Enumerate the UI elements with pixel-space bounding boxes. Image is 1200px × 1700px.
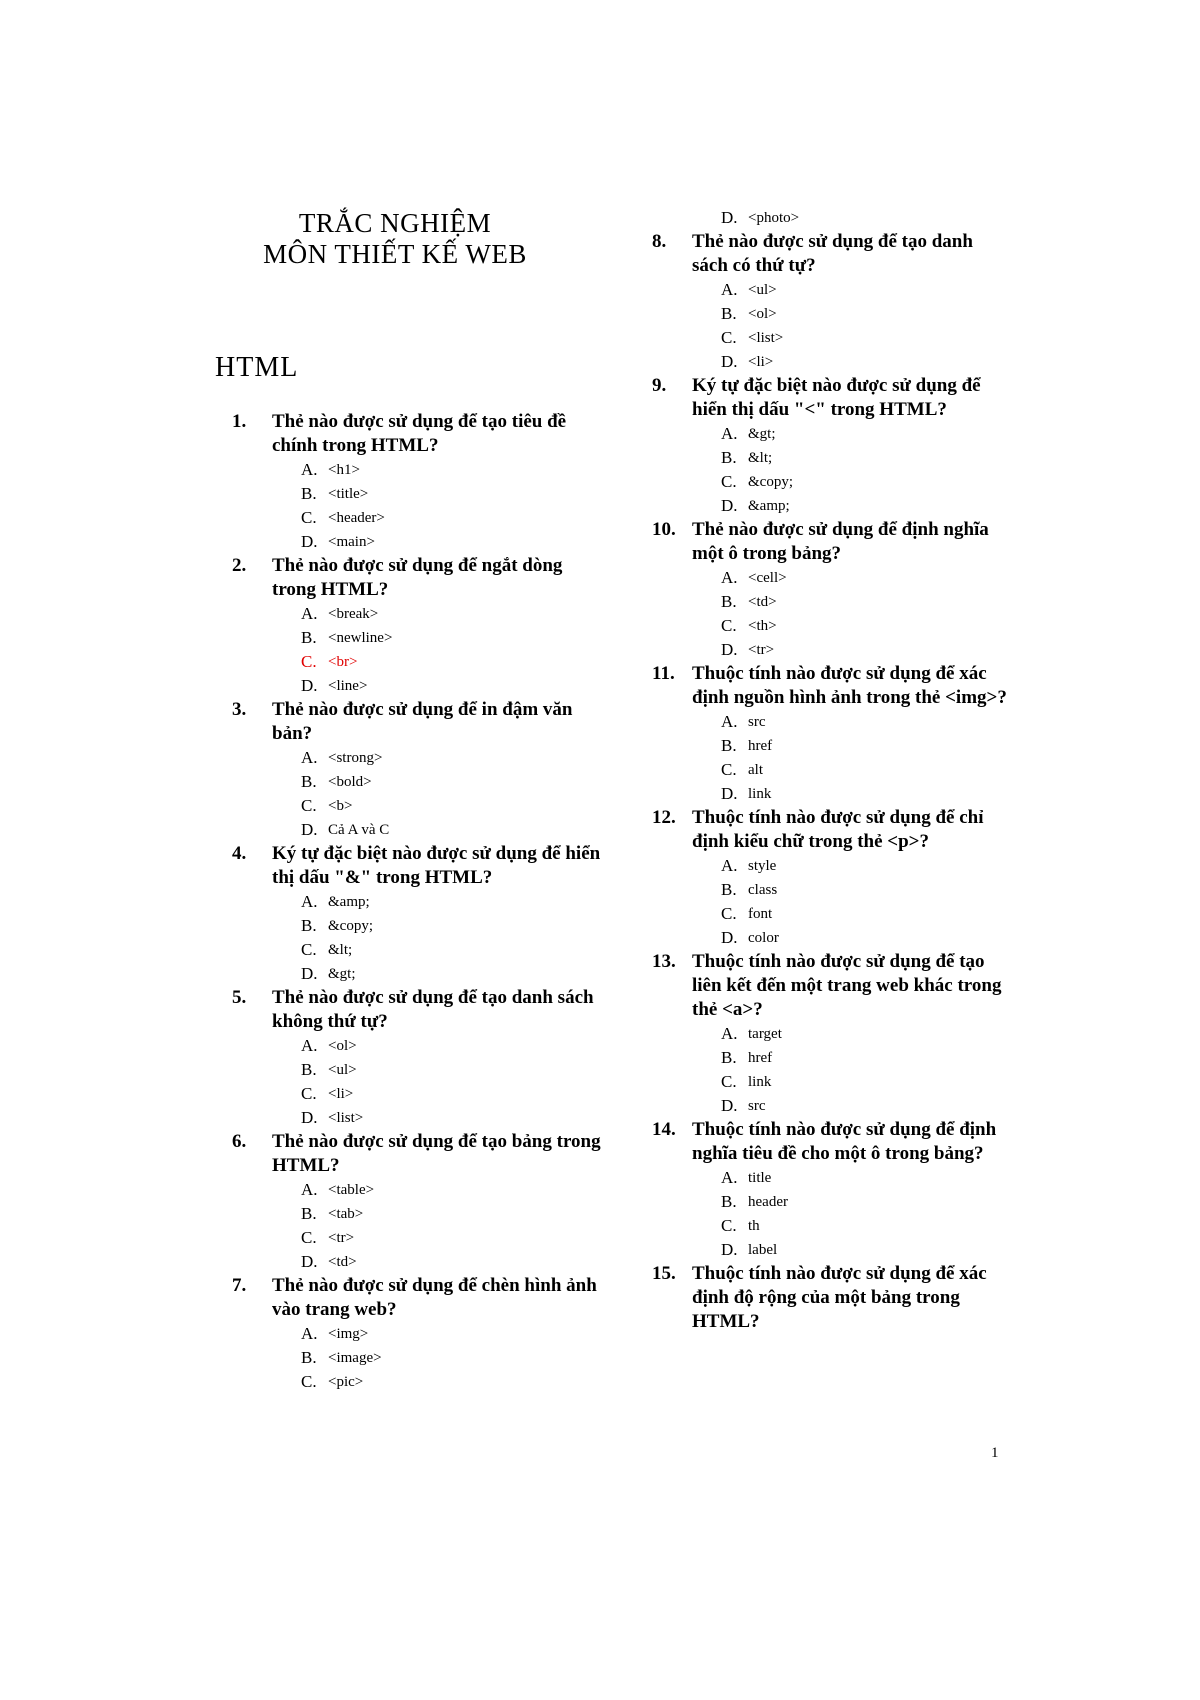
option-c[interactable]: C. th: [721, 1216, 760, 1235]
question-text: Thuộc tính nào được sử dụng để tạo liên kết đến một trang web khác trong thẻ <a>?: [692, 951, 1002, 1020]
option-d[interactable]: D. <td>: [301, 1252, 357, 1271]
question-number: 7.: [232, 1275, 247, 1296]
question-15: [652, 1262, 1012, 1334]
question-number: 10.: [652, 519, 676, 540]
question-text: Thẻ nào được sử dụng để định nghĩa một ô trong bảng?: [692, 519, 989, 564]
question-10: [652, 518, 1012, 662]
question-number: 4.: [232, 843, 247, 864]
option-b[interactable]: B. <tab>: [301, 1204, 364, 1223]
question-14: [652, 1118, 1012, 1262]
question-number: 14.: [652, 1119, 676, 1140]
option-c[interactable]: C. <tr>: [301, 1228, 355, 1247]
question-number: 11.: [652, 663, 675, 684]
option-d[interactable]: D. Cả A và C: [301, 820, 390, 839]
left-column: [232, 410, 602, 1394]
option-b[interactable]: B. &lt;: [721, 448, 773, 467]
right-column: [652, 206, 1012, 1334]
question-11: [652, 662, 1012, 806]
option-b[interactable]: B. <ol>: [721, 304, 777, 323]
question-number: 15.: [652, 1263, 676, 1284]
option-c[interactable]: C. <th>: [721, 616, 777, 635]
page-title: [205, 208, 585, 270]
question-2: [232, 554, 602, 698]
question-6: [232, 1130, 602, 1274]
option-b[interactable]: B. <td>: [721, 592, 777, 611]
option-c[interactable]: C. <header>: [301, 508, 385, 527]
option-d[interactable]: D. color: [721, 928, 779, 947]
question-number: 13.: [652, 951, 676, 972]
option-d-continued[interactable]: D. <photo>: [721, 208, 800, 227]
question-12: [652, 806, 1012, 950]
question-text: Ký tự đặc biệt nào được sử dụng để hiển thị dấu "&" trong HTML?: [272, 843, 601, 888]
option-b[interactable]: B. href: [721, 736, 773, 755]
option-d[interactable]: D. &gt;: [301, 964, 356, 983]
question-7: [232, 1274, 602, 1394]
question-text: Thẻ nào được sử dụng để chèn hình ảnh vào trang web?: [272, 1275, 597, 1320]
option-a[interactable]: A. <cell>: [721, 568, 787, 587]
option-a[interactable]: A. &gt;: [721, 424, 776, 443]
question-text: Thuộc tính nào được sử dụng để xác định độ rộng của một bảng trong HTML?: [692, 1263, 987, 1332]
option-c[interactable]: C. <list>: [721, 328, 784, 347]
option-a[interactable]: A. <h1>: [301, 460, 360, 479]
question-text: Thuộc tính nào được sử dụng để xác định nguồn hình ảnh trong thẻ <img>?: [692, 663, 1007, 708]
option-c[interactable]: C. <b>: [301, 796, 353, 815]
question-number: 3.: [232, 699, 247, 720]
question-4: [232, 842, 602, 986]
option-b[interactable]: B. <newline>: [301, 628, 393, 647]
option-b[interactable]: B. <image>: [301, 1348, 382, 1367]
option-d[interactable]: D. link: [721, 784, 772, 803]
option-c[interactable]: C. link: [721, 1072, 772, 1091]
option-d[interactable]: D. <line>: [301, 676, 368, 695]
option-a[interactable]: A. src: [721, 712, 766, 731]
question-8: [652, 230, 1012, 374]
option-d[interactable]: D. <list>: [301, 1108, 364, 1127]
option-a[interactable]: A. <table>: [301, 1180, 375, 1199]
option-d[interactable]: D. <main>: [301, 532, 375, 551]
option-d[interactable]: D. <li>: [721, 352, 774, 371]
question-text: Thuộc tính nào được sử dụng để định nghĩa tiêu đề cho một ô trong bảng?: [692, 1119, 997, 1164]
option-a[interactable]: A. target: [721, 1024, 782, 1043]
title-line-1: TRẮC NGHIỆM: [298, 208, 492, 238]
question-text: Thẻ nào được sử dụng để tạo danh sách có thứ tự?: [692, 231, 973, 276]
option-d[interactable]: D. src: [721, 1096, 766, 1115]
question-text: Thẻ nào được sử dụng để ngắt dòng trong HTML?: [272, 555, 563, 600]
question-number: 6.: [232, 1131, 247, 1152]
option-a[interactable]: A. &amp;: [301, 892, 370, 911]
question-number: 2.: [232, 555, 247, 576]
question-text: Ký tự đặc biệt nào được sử dụng để hiển thị dấu "<" trong HTML?: [692, 375, 981, 420]
option-b[interactable]: B. <title>: [301, 484, 369, 503]
question-text: Thẻ nào được sử dụng để tạo danh sách không thứ tự?: [272, 987, 594, 1032]
question-9: [652, 374, 1012, 518]
option-d[interactable]: D. label: [721, 1240, 778, 1259]
option-c[interactable]: C. &lt;: [301, 940, 353, 959]
option-a[interactable]: A. <img>: [301, 1324, 369, 1343]
question-number: 1.: [232, 411, 247, 432]
option-a[interactable]: A. <strong>: [301, 748, 383, 767]
question-13: [652, 950, 1012, 1118]
title-line-2: MÔN THIẾT KẾ WEB: [263, 239, 527, 269]
question-text: Thẻ nào được sử dụng để in đậm văn bản?: [272, 699, 573, 744]
option-c[interactable]: C. font: [721, 904, 773, 923]
question-3: [232, 698, 602, 842]
question-number: 12.: [652, 807, 676, 828]
option-b[interactable]: B. href: [721, 1048, 773, 1067]
option-c[interactable]: C. <pic>: [301, 1372, 364, 1391]
option-b[interactable]: B. &copy;: [301, 916, 373, 935]
question-text: Thẻ nào được sử dụng để tạo bảng trong HTML?: [272, 1131, 601, 1176]
option-a[interactable]: A. <ol>: [301, 1036, 357, 1055]
option-b[interactable]: B. <bold>: [301, 772, 372, 791]
option-b[interactable]: B. header: [721, 1192, 788, 1211]
question-5: [232, 986, 602, 1130]
option-b[interactable]: B. class: [721, 880, 778, 899]
option-d[interactable]: D. &amp;: [721, 496, 790, 515]
question-text: Thẻ nào được sử dụng để tạo tiêu đề chính trong HTML?: [272, 411, 567, 456]
option-a[interactable]: A. style: [721, 856, 777, 875]
option-a[interactable]: A. <break>: [301, 604, 379, 623]
option-a[interactable]: A. title: [721, 1168, 772, 1187]
question-1: [232, 410, 602, 554]
question-number: 9.: [652, 375, 667, 396]
option-a[interactable]: A. <ul>: [721, 280, 777, 299]
question-number: 8.: [652, 231, 667, 252]
question-text: Thuộc tính nào được sử dụng để chỉ định kiểu chữ trong thẻ <p>?: [692, 807, 984, 852]
section-heading: HTML: [215, 352, 299, 383]
page-number: 1: [991, 1445, 999, 1461]
option-c[interactable]: C. alt: [721, 760, 763, 779]
option-d[interactable]: D. <tr>: [721, 640, 775, 659]
option-c[interactable]: C. <li>: [301, 1084, 354, 1103]
option-c-highlighted[interactable]: C. <br>: [301, 652, 358, 671]
option-b[interactable]: B. <ul>: [301, 1060, 357, 1079]
option-c[interactable]: C. &copy;: [721, 472, 793, 491]
question-number: 5.: [232, 987, 247, 1008]
